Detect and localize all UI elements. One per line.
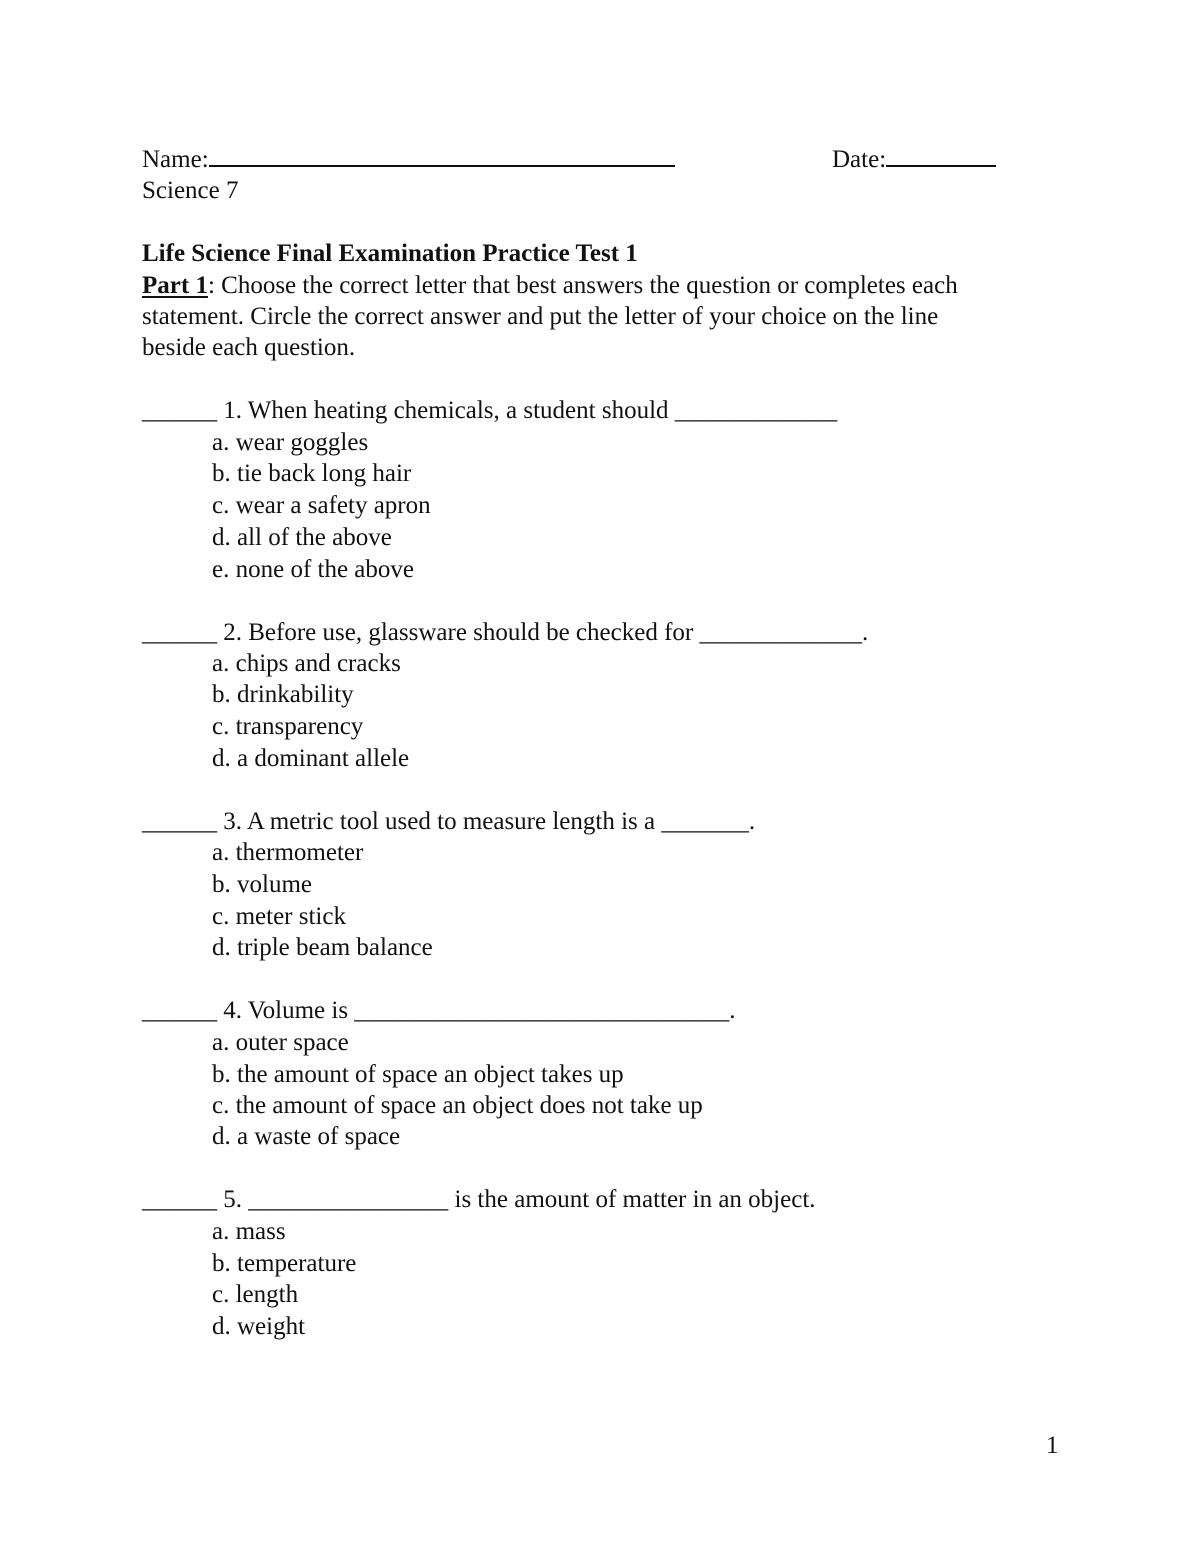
course-label: Science 7 bbox=[142, 177, 239, 204]
q5-option-b[interactable]: b. temperature bbox=[212, 1250, 357, 1277]
q3-option-c[interactable]: c. meter stick bbox=[212, 903, 346, 930]
q5-option-d[interactable]: d. weight bbox=[212, 1313, 306, 1340]
q1-option-a[interactable]: a. wear goggles bbox=[212, 429, 369, 456]
q3-option-b[interactable]: b. volume bbox=[212, 871, 312, 898]
q2-option-b[interactable]: b. drinkability bbox=[212, 681, 354, 708]
q4-option-b[interactable]: b. the amount of space an object takes up bbox=[212, 1061, 624, 1088]
q4-option-d[interactable]: d. a waste of space bbox=[212, 1123, 401, 1150]
question-1[interactable]: ______ 1. When heating chemicals, a student should _____________ bbox=[142, 397, 838, 424]
date-blank[interactable] bbox=[886, 143, 996, 167]
q5-option-a[interactable]: a. mass bbox=[212, 1218, 286, 1245]
q4-option-c[interactable]: c. the amount of space an object does not take up bbox=[212, 1092, 703, 1119]
instructions-line-2: statement. Circle the correct answer and put the letter of your choice on the line bbox=[142, 303, 939, 330]
q1-option-e[interactable]: e. none of the above bbox=[212, 556, 415, 583]
q2-option-a[interactable]: a. chips and cracks bbox=[212, 650, 401, 677]
q1-option-c[interactable]: c. wear a safety apron bbox=[212, 492, 431, 519]
q3-option-a[interactable]: a. thermometer bbox=[212, 839, 364, 866]
question-3[interactable]: ______ 3. A metric tool used to measure length is a _______. bbox=[142, 808, 756, 835]
instructions-line-1 bbox=[142, 270, 958, 301]
q3-option-d[interactable]: d. triple beam balance bbox=[212, 934, 433, 961]
name-blank[interactable] bbox=[209, 143, 675, 167]
q1-option-d[interactable]: d. all of the above bbox=[212, 524, 392, 551]
name-label: Name: bbox=[142, 146, 209, 173]
q5-option-c[interactable]: c. length bbox=[212, 1281, 299, 1308]
q2-option-d[interactable]: d. a dominant allele bbox=[212, 745, 410, 772]
date-field[interactable] bbox=[832, 143, 996, 175]
question-5[interactable]: ______ 5. ________________ is the amount of matter in an object. bbox=[142, 1186, 816, 1213]
date-label: Date: bbox=[832, 146, 887, 173]
name-field[interactable] bbox=[142, 143, 675, 175]
q2-option-c[interactable]: c. transparency bbox=[212, 713, 364, 740]
instructions-text-1: : Choose the correct letter that best answers the question or completes each bbox=[207, 272, 958, 299]
instructions-line-3: beside each question. bbox=[142, 334, 356, 361]
page-title: Life Science Final Examination Practice Test 1 bbox=[142, 240, 638, 267]
page-number: 1 bbox=[1046, 1432, 1059, 1459]
question-4[interactable]: ______ 4. Volume is ______________________________. bbox=[142, 997, 736, 1024]
question-2[interactable]: ______ 2. Before use, glassware should be checked for _____________. bbox=[142, 619, 869, 646]
q1-option-b[interactable]: b. tie back long hair bbox=[212, 460, 412, 487]
part-label: Part 1 bbox=[142, 272, 208, 299]
q4-option-a[interactable]: a. outer space bbox=[212, 1029, 349, 1056]
